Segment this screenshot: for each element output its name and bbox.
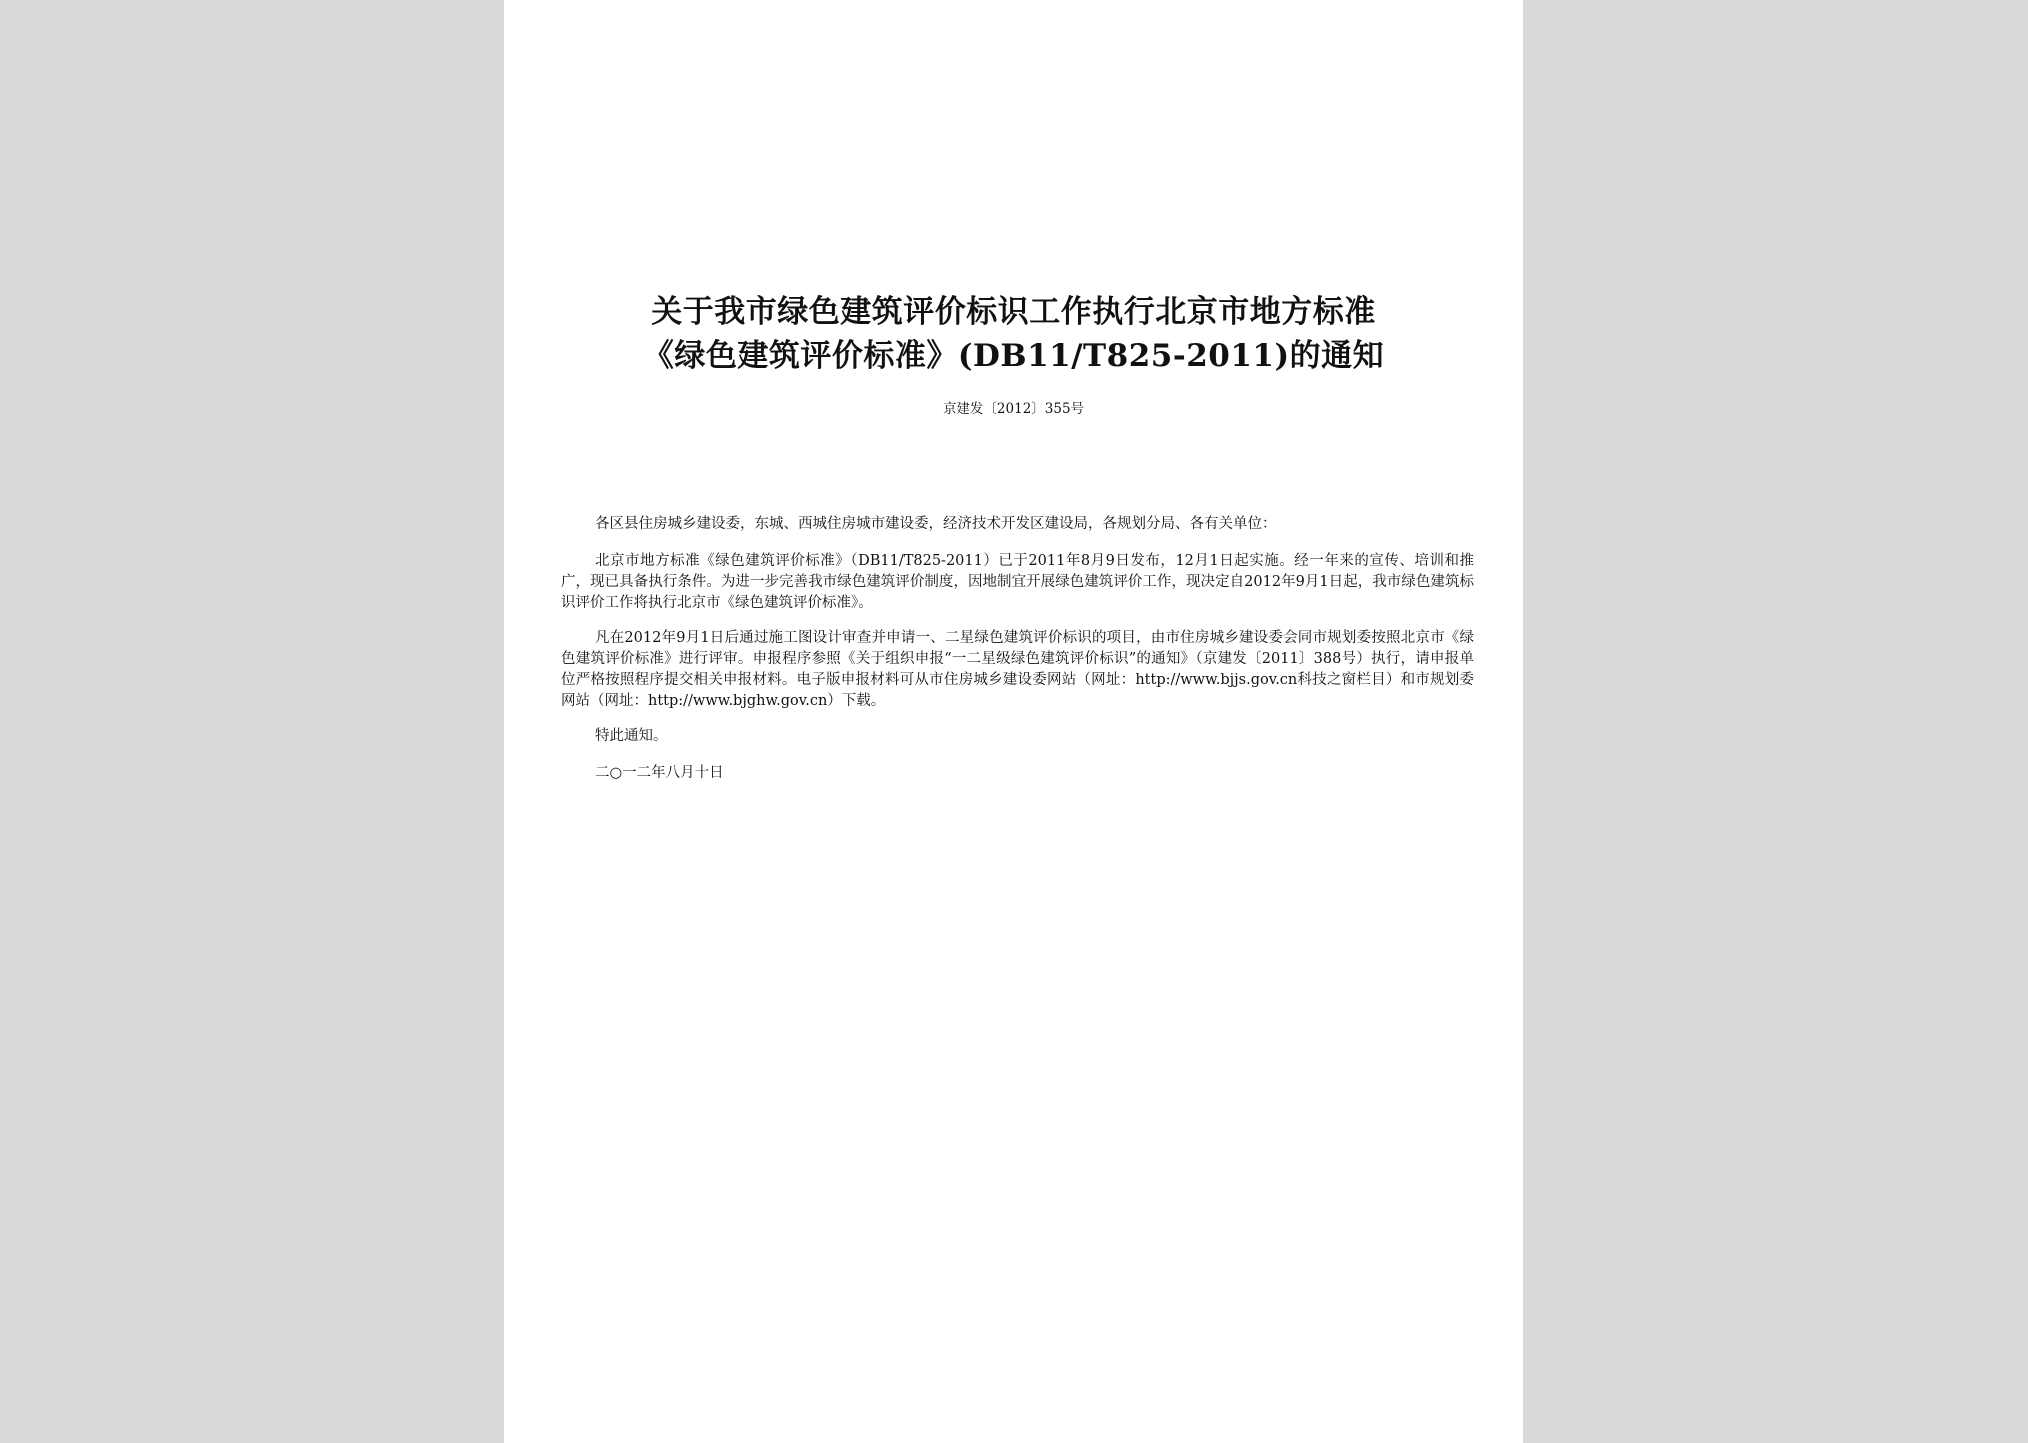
title-line-1: 关于我市绿色建筑评价标识工作执行北京市地方标准 [651,294,1376,330]
document-number: 京建发〔2012〕355号 [942,401,1085,417]
document-body [561,514,1474,798]
document-title [504,290,1523,378]
title-line-2: 《绿色建筑评价标准》(DB11/T825-2011)的通知 [642,338,1385,374]
body-paragraph-2: 凡在2012年9月1日后通过施工图设计审查并申请一、二星绿色建筑评价标识的项目，由市住房城乡建设委会同市规划委按照北京市《绿色建筑评价标准》进行评审。申报程序参照《关于组织申报“一二星级绿色建筑评价标识”的通知》（京建发〔2011〕388号）执行，请申报单位严格按照程序提交相关申报材料。电子版申报材料可从市住房城乡建设委网站（网址：http://www.bjjs.gov.cn科技之窗栏目）和市规划委网站（网址：http://www.bjghw.gov.cn）下载。 [561,630,1474,709]
document-page [504,0,1523,1443]
addressee: 各区县住房城乡建设委，东城、西城住房城市建设委，经济技术开发区建设局，各规划分局、各有关单位： [595,516,1277,532]
issue-date: 二○一二年八月十日 [595,765,724,781]
body-paragraph-1: 北京市地方标准《绿色建筑评价标准》（DB11/T825-2011）已于2011年8月9日发布，12月1日起实施。经一年来的宣传、培训和推广，现已具备执行条件。为进一步完善我市绿色建筑评价制度，因地制宜开展绿色建筑评价工作，现决定自2012年9月1日起，我市绿色建筑标识评价工作将执行北京市《绿色建筑评价标准》。 [561,553,1474,611]
closing-line: 特此通知。 [595,728,668,744]
